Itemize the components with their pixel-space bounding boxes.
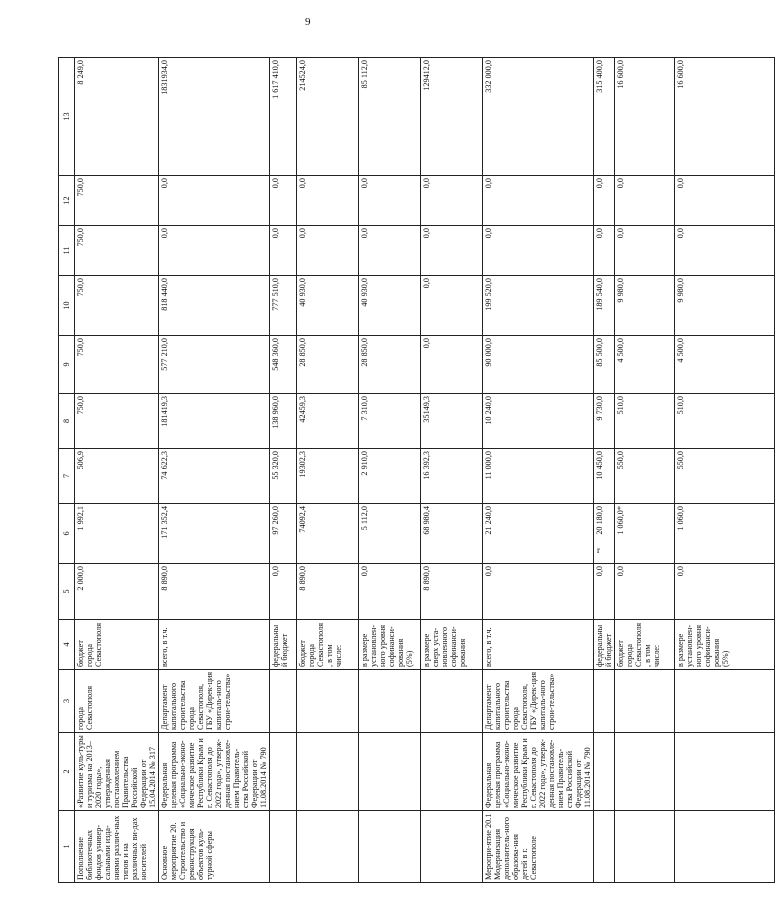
value-cell: 0,0	[483, 226, 594, 276]
page-number: 9	[305, 16, 311, 28]
value-cell: 0,0	[483, 564, 594, 620]
value-cell: 0,0	[421, 226, 483, 276]
table-row	[594, 58, 615, 883]
value-cell: 40 930,0	[297, 276, 359, 336]
value-cell: 2 910,0	[359, 449, 421, 504]
text-cell: федеральный бюджет	[594, 620, 615, 670]
value-cell: 0,0	[483, 176, 594, 226]
text-cell: бюджет города Севастополя, в том числе:	[297, 620, 359, 670]
text-cell	[594, 811, 615, 883]
header-cell: 12	[59, 176, 75, 226]
text-cell: Федеральная целевая программа «Социально-эконо-мическое развитие Республики Крым и г. Севастополя до 2022 года», утверж-денная постановле-нием Правитель-ства Российской Федерации от 11.08.2014 № 790	[159, 733, 270, 811]
text-cell: Федеральная целевая программа «Социально-эконо-мическое развитие Республики Крым и г. Севастополя до 2022 года», утверж-денная постановле-нием Правитель-ства Российской Федерации от 11.08.2014 № 790	[483, 733, 594, 811]
text-cell	[297, 811, 359, 883]
text-cell: Меропри-ятие 20.1 Модернизация дополнитель-ного образова-ния детей в г. Севастополе	[483, 811, 594, 883]
value-cell: 8 890,0	[421, 564, 483, 620]
text-cell	[675, 670, 775, 733]
value-cell: 16 392,3	[421, 449, 483, 504]
value-cell: 199 520,0	[483, 276, 594, 336]
value-cell: 750,0	[75, 226, 159, 276]
value-cell: 55 320,0	[270, 449, 297, 504]
value-cell: 8 890,0	[297, 564, 359, 620]
text-cell	[359, 670, 421, 733]
text-cell	[297, 733, 359, 811]
value-cell: 20 180,0	[594, 504, 615, 564]
text-cell	[421, 733, 483, 811]
header-cell: 4	[59, 620, 75, 670]
value-cell: 1 060,0	[675, 504, 775, 564]
value-cell: 0,0	[270, 564, 297, 620]
value-cell: 10 450,0	[594, 449, 615, 504]
text-cell: в размере установлен-ного уровня софинанси-рования (5%)	[359, 620, 421, 670]
value-cell: 11 000,0	[483, 449, 594, 504]
value-cell: 0,0	[675, 564, 775, 620]
value-cell: 171 352,4	[159, 504, 270, 564]
text-cell	[615, 733, 675, 811]
text-cell: всего, в т.ч.	[159, 620, 270, 670]
value-cell: 9 980,0	[615, 276, 675, 336]
value-cell: 510,0	[675, 394, 775, 449]
value-cell: 214524,0	[297, 58, 359, 176]
value-cell: 16 600,0	[615, 58, 675, 176]
margin-mark: r	[597, 545, 600, 555]
value-cell: 510,0	[615, 394, 675, 449]
text-cell: Пополнение библиотечных фондов универ-сальными изда-ниями различ-ных типов и на различных ви-дах носителей	[75, 811, 159, 883]
text-cell: Департамент капитального строительства города Севастополя, ГБУ «Дирек-ция капиталь-ного строи-тельства»	[159, 670, 270, 733]
text-cell: Основное мероприятие 20. Строительство и реконструкция объектов куль-турной сферы	[159, 811, 270, 883]
value-cell: 0,0	[159, 176, 270, 226]
header-cell: 3	[59, 670, 75, 733]
table-row	[675, 58, 775, 883]
value-cell: 0,0	[421, 336, 483, 394]
value-cell: 9 730,0	[594, 394, 615, 449]
value-cell: 10 240,0	[483, 394, 594, 449]
text-cell: города Севастополя	[75, 670, 159, 733]
value-cell: 0,0	[675, 176, 775, 226]
header-cell: 2	[59, 733, 75, 811]
value-cell: 0,0	[675, 226, 775, 276]
value-cell: 40 930,0	[359, 276, 421, 336]
value-cell: 0,0	[270, 176, 297, 226]
table-row	[159, 58, 270, 883]
budget-table	[58, 57, 775, 883]
value-cell: 19302,3	[297, 449, 359, 504]
value-cell: 550,0	[675, 449, 775, 504]
value-cell: 818 440,0	[159, 276, 270, 336]
text-cell	[675, 733, 775, 811]
value-cell: 181419,3	[159, 394, 270, 449]
rotated-table-wrapper	[58, 58, 730, 883]
value-cell: 0,0	[297, 176, 359, 226]
value-cell: 0,0	[615, 176, 675, 226]
text-cell	[297, 670, 359, 733]
value-cell: 577 210,0	[159, 336, 270, 394]
value-cell: 2 000,0	[75, 564, 159, 620]
value-cell: 4 500,0	[675, 336, 775, 394]
value-cell: 0,0	[421, 176, 483, 226]
value-cell: 506,9	[75, 449, 159, 504]
value-cell: 85 500,0	[594, 336, 615, 394]
text-cell: бюджет города Севастополя, в том числе:	[615, 620, 675, 670]
value-cell: 129412,0	[421, 58, 483, 176]
table-row	[421, 58, 483, 883]
value-cell: 5 112,0	[359, 504, 421, 564]
value-cell: 0,0	[615, 226, 675, 276]
header-cell: 7	[59, 449, 75, 504]
text-cell	[270, 733, 297, 811]
value-cell: 1831934,0	[159, 58, 270, 176]
value-cell: 750,0	[75, 276, 159, 336]
value-cell: 550,0	[615, 449, 675, 504]
header-cell: 1	[59, 811, 75, 883]
text-cell	[270, 670, 297, 733]
text-cell: в размере сверх уста-новленного софинанси-рования	[421, 620, 483, 670]
value-cell: 7 310,0	[359, 394, 421, 449]
value-cell: 0,0	[359, 226, 421, 276]
value-cell: 4 500,0	[615, 336, 675, 394]
header-cell: 9	[59, 336, 75, 394]
value-cell: 0,0	[359, 176, 421, 226]
text-cell	[675, 811, 775, 883]
table-row	[359, 58, 421, 883]
text-cell: всего, в т.ч.	[483, 620, 594, 670]
table-row	[483, 58, 594, 883]
value-cell: 21 240,0	[483, 504, 594, 564]
text-cell	[615, 670, 675, 733]
value-cell: 74 622,3	[159, 449, 270, 504]
text-cell	[270, 811, 297, 883]
value-cell: 9 980,0	[675, 276, 775, 336]
value-cell: 8 890,0	[159, 564, 270, 620]
table-row	[270, 58, 297, 883]
value-cell: 28 850,0	[297, 336, 359, 394]
value-cell: 1 617 410,0	[270, 58, 297, 176]
text-cell	[615, 811, 675, 883]
value-cell: 548 360,0	[270, 336, 297, 394]
value-cell: 315 400,0	[594, 58, 615, 176]
text-cell: бюджет города Севастополя	[75, 620, 159, 670]
value-cell: 68 980,4	[421, 504, 483, 564]
value-cell: 8 249,0	[75, 58, 159, 176]
value-cell: 74092,4	[297, 504, 359, 564]
text-cell	[594, 670, 615, 733]
header-cell: 5	[59, 564, 75, 620]
table-row	[615, 58, 675, 883]
value-cell: 0,0	[159, 226, 270, 276]
value-cell: 0,0	[421, 276, 483, 336]
value-cell: 0,0	[297, 226, 359, 276]
value-cell: 35149,3	[421, 394, 483, 449]
header-cell: 13	[59, 58, 75, 176]
text-cell	[421, 811, 483, 883]
value-cell: 0,0	[594, 564, 615, 620]
value-cell: 0,0	[594, 176, 615, 226]
value-cell: 189 540,0	[594, 276, 615, 336]
text-cell: федеральный бюджет	[270, 620, 297, 670]
value-cell: 0,0	[270, 226, 297, 276]
value-cell: 0,0	[594, 226, 615, 276]
value-cell: 85 112,0	[359, 58, 421, 176]
value-cell: 0,0	[359, 564, 421, 620]
header-cell: 8	[59, 394, 75, 449]
text-cell: Департамент капитального строительства города Севастополя, ГБУ «Дирек-ция капиталь-ного строи-тельства»	[483, 670, 594, 733]
value-cell: 0,0	[615, 564, 675, 620]
value-cell: 90 000,0	[483, 336, 594, 394]
value-cell: 28 850,0	[359, 336, 421, 394]
text-cell	[359, 811, 421, 883]
text-cell: в размере установлен-ного уровня софинанси-рования (5%)	[675, 620, 775, 670]
value-cell: 750,0	[75, 394, 159, 449]
value-cell: 97 260,0	[270, 504, 297, 564]
value-cell: 750,0	[75, 176, 159, 226]
value-cell: 777 510,0	[270, 276, 297, 336]
header-cell: 11	[59, 226, 75, 276]
header-row	[59, 58, 75, 883]
value-cell: 332 000,0	[483, 58, 594, 176]
text-cell	[359, 733, 421, 811]
value-cell: 1 992,1	[75, 504, 159, 564]
table-row	[75, 58, 159, 883]
table-row	[297, 58, 359, 883]
value-cell: 16 600,0	[675, 58, 775, 176]
text-cell: «Развитие куль-туры и туризма на 2013–2020 годы», утвержденная постановлением Правительства Российской Федерации от 15.04.2014 № 317	[75, 733, 159, 811]
value-cell: 42459,3	[297, 394, 359, 449]
value-cell: 1 060,0*	[615, 504, 675, 564]
header-cell: 10	[59, 276, 75, 336]
text-cell	[421, 670, 483, 733]
text-cell	[594, 733, 615, 811]
header-cell: 6	[59, 504, 75, 564]
value-cell: 138 960,0	[270, 394, 297, 449]
value-cell: 750,0	[75, 336, 159, 394]
